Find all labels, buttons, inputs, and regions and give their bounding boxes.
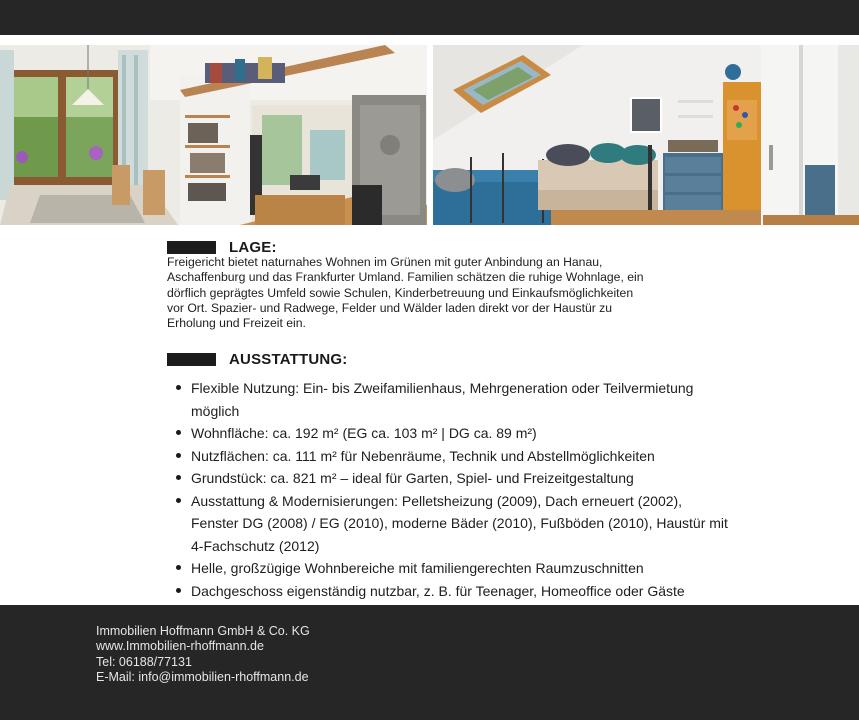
- email-address[interactable]: E-Mail: info@immobilien-rhoffmann.de: [96, 670, 309, 685]
- top-bar: [0, 0, 859, 35]
- lage-paragraph: Freigericht bietet naturnahes Wohnen im Grünen mit guter Anbindung an Hanau, Aschaffenburg und das Frankfurter Umland. Familien schätzen die ruhige Wohnlage, ein dörflich geprägtes Umfeld sowie Schulen, Kinderbetreuung und Einkaufsmöglichkeiten vor Ort. Spazier- und Radwege, Felder und Wälder laden direkt vor der Haustür zu Erholung und Freizeit ein.: [167, 255, 644, 331]
- company-name: Immobilien Hoffmann GmbH & Co. KG: [96, 624, 310, 638]
- heading-bar: [167, 353, 216, 366]
- photo-strip: [0, 45, 859, 225]
- list-item: Wohnfläche: ca. 192 m² (EG ca. 103 m² | DG ca. 89 m²): [191, 422, 731, 445]
- list-item: Helle, großzügige Wohnbereiche mit familiengerechten Raumzuschnitten: [191, 557, 731, 580]
- list-item: Dachgeschoss eigenständig nutzbar, z. B. für Teenager, Homeoffice oder Gäste: [191, 580, 731, 603]
- living-room-photo: [0, 45, 427, 225]
- heading-bar: [167, 241, 216, 254]
- lage-title: LAGE:: [229, 239, 277, 256]
- website-link[interactable]: www.Immobilien-rhoffmann.de: [96, 639, 264, 654]
- feature-list: [191, 377, 731, 602]
- footer: [0, 605, 859, 720]
- ausstattung-title: AUSSTATTUNG:: [229, 351, 348, 368]
- ausstattung-heading: [167, 351, 348, 368]
- bedroom-photo: [433, 45, 859, 225]
- list-item: Grundstück: ca. 821 m² – ideal für Garten, Spiel- und Freizeitgestaltung: [191, 467, 731, 490]
- list-item: Flexible Nutzung: Ein- bis Zweifamilienhaus, Mehrgeneration oder Teilvermietung möglich: [191, 377, 731, 422]
- phone-number: Tel: 06188/77131: [96, 654, 192, 669]
- contact-block: [96, 624, 310, 686]
- list-item: Nutzflächen: ca. 111 m² für Nebenräume, Technik und Abstellmöglichkeiten: [191, 445, 731, 468]
- lage-heading: [167, 239, 277, 256]
- list-item: Ausstattung & Modernisierungen: Pelletsheizung (2009), Dach erneuert (2002), Fenster DG (2008) / EG (2010), moderne Bäder (2010), Fußböden (2010), Haustür mit 4-Fachschutz (2012): [191, 490, 731, 558]
